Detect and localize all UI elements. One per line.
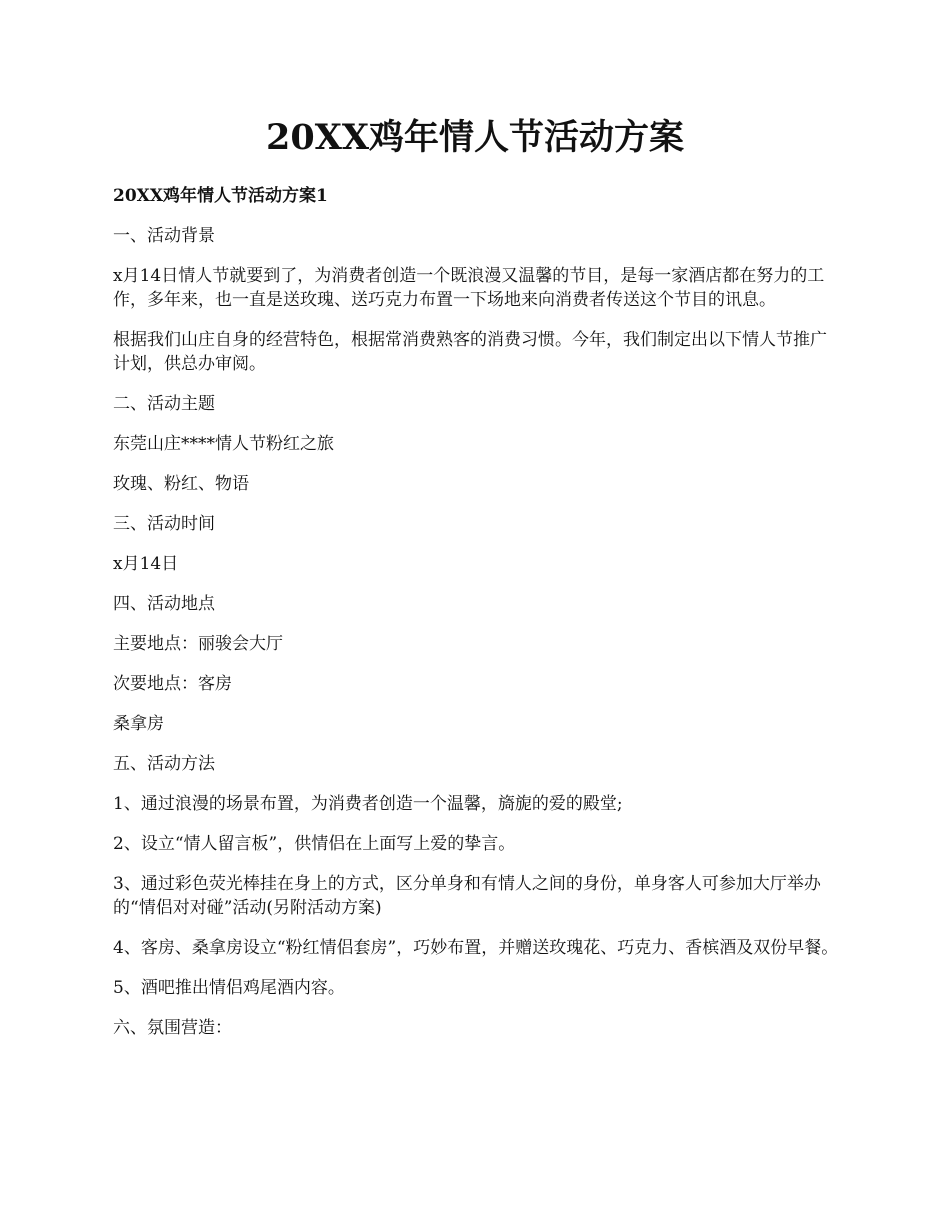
paragraph-theme-2: 玫瑰、粉红、物语 <box>113 474 249 494</box>
heading-atmosphere: 六、氛围营造： <box>113 1018 232 1038</box>
heading-location: 四、活动地点 <box>113 594 215 614</box>
paragraph-time: x月14日 <box>113 554 179 574</box>
paragraph-location-sauna: 桑拿房 <box>113 714 164 734</box>
paragraph-location-main: 主要地点：丽骏会大厅 <box>113 634 283 654</box>
document-body <box>113 184 843 1056</box>
heading-background: 一、活动背景 <box>113 226 215 246</box>
list-item-method-4: 4、客房、桑拿房设立“粉红情侣套房”，巧妙布置，并赠送玫瑰花、巧克力、香槟酒及双份早餐。 <box>113 938 839 958</box>
list-item-method-5: 5、酒吧推出情侣鸡尾酒内容。 <box>113 978 345 998</box>
document-title: 20XX鸡年情人节活动方案 <box>265 117 685 158</box>
paragraph-background-1: x月14日情人节就要到了，为消费者创造一个既浪漫又温馨的节目，是每一家酒店都在努力的工作，多年来，也一直是送玫瑰、送巧克力布置一下场地来向消费者传送这个节目的讯息。 <box>113 266 825 310</box>
list-item-method-3: 3、通过彩色荧光棒挂在身上的方式，区分单身和有情人之间的身份，单身客人可参加大厅举办的“情侣对对碰”活动(另附活动方案) <box>113 874 821 918</box>
heading-time: 三、活动时间 <box>113 514 215 534</box>
heading-theme: 二、活动主题 <box>113 394 215 414</box>
paragraph-theme-1: 东莞山庄****情人节粉红之旅 <box>113 434 334 454</box>
section-subtitle: 20XX鸡年情人节活动方案1 <box>113 186 328 206</box>
list-item-method-2: 2、设立“情人留言板”，供情侣在上面写上爱的挚言。 <box>113 834 516 854</box>
list-item-method-1: 1、通过浪漫的场景布置，为消费者创造一个温馨，旖旎的爱的殿堂; <box>113 794 623 814</box>
paragraph-location-secondary: 次要地点：客房 <box>113 674 232 694</box>
heading-method: 五、活动方法 <box>113 754 215 774</box>
paragraph-background-2: 根据我们山庄自身的经营特色，根据常消费熟客的消费习惯。今年，我们制定出以下情人节推广计划，供总办审阅。 <box>113 330 827 374</box>
